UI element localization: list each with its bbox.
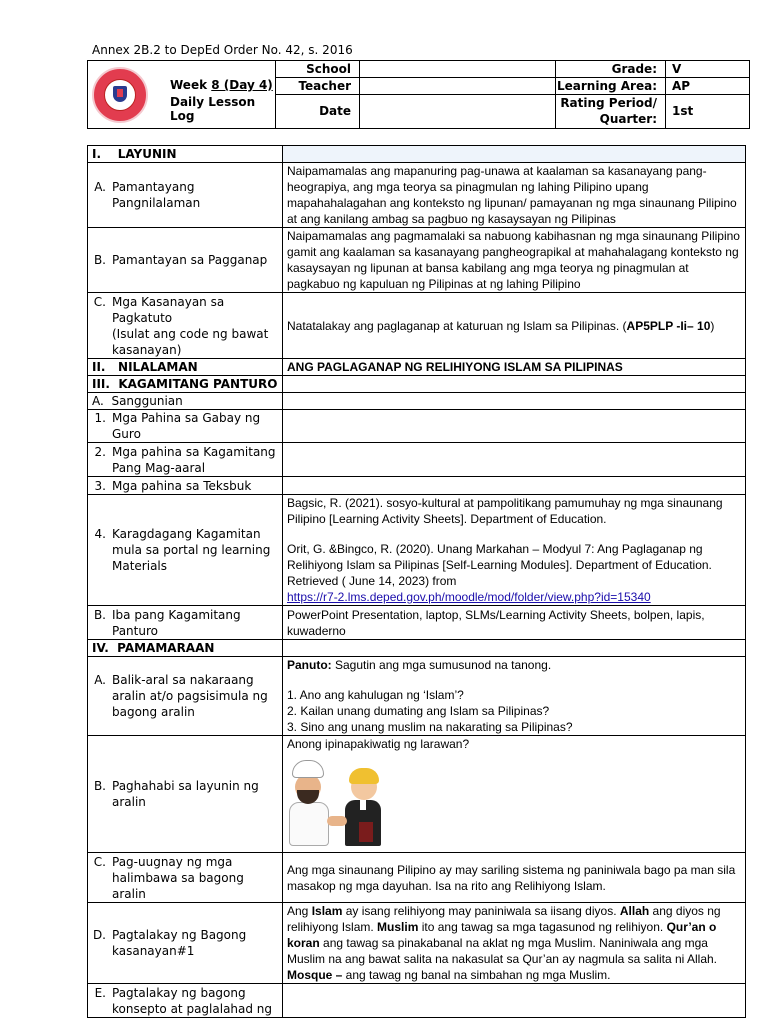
sanggunian-content xyxy=(283,393,746,410)
logo-cell xyxy=(88,61,276,128)
date-label: Date xyxy=(276,95,360,128)
deped-seal-logo xyxy=(92,67,148,123)
lesson-header-table xyxy=(87,60,750,129)
question-2: 2. Kailan unang dumating ang Islam sa Pilipinas? xyxy=(287,704,550,718)
panuto-label: Panuto: xyxy=(287,658,332,672)
row-karagdagang-kagamitan: 4. Karagdagang Kagamitan mula sa portal ng learning Materials xyxy=(88,495,283,606)
imam-and-priest-handshake-illustration xyxy=(287,756,387,852)
paghahabi-content xyxy=(283,736,746,853)
reference-1: Bagsic, R. (2021). sosyo-kultural at pampolitikang pamumuhay ng mga sinaunang Pilipino [Learning Activity Sheets]. Department of Education. xyxy=(287,496,723,526)
section-nilalaman: II. NILALAMAN xyxy=(88,359,283,376)
annex-reference: Annex 2B.2 to DepEd Order No. 42, s. 2016 xyxy=(92,43,353,57)
pamantayang-pangnilalaman-text: Naipamamalas ang mapanuring pag-unawa at kaalaman sa kasanayang pang-heograpiya, ang mga teorya sa pinagmulan ng lahing Pilipino upang mapahahalagahan ang konteksto ng lipunan/ pamayanan ng mga sinaunang Pilipino at ang kanilang ambag sa pagbuo ng kasaysayan ng Pilipinas xyxy=(283,163,746,228)
rating-period-label: Rating Period/ Quarter: xyxy=(556,95,666,128)
balik-aral-text: Panuto: Sagutin ang mga sumusunod na tanong. 1. Ano ang kahulugan ng ‘Islam’? 2. Kailan unang dumating ang Islam sa Pilipinas? 3. Sino ang unang muslim na nakarating sa Pilipinas? xyxy=(283,657,746,736)
pag-uugnay-text: Ang mga sinaunang Pilipino ay may sariling sistema ng paniniwala bago pa man sila masakop ng mga dayuhan. Isa na rito ang Relihiyong Islam. xyxy=(283,853,746,903)
teacher-label: Teacher xyxy=(276,78,360,95)
question-1: 1. Ano ang kahulugan ng ‘Islam’? xyxy=(287,688,464,702)
kasanayan-text: Natatalakay ang paglaganap at katuruan ng Islam sa Pilipinas. (AP5PLP -Ii– 10) xyxy=(283,293,746,359)
row-kagamitang-mag-aaral: 2. Mga pahina sa Kagamitang Pang Mag-aaral xyxy=(88,443,283,477)
layunin-content xyxy=(283,146,746,163)
lesson-log-table xyxy=(87,145,746,1018)
kagamitang-content xyxy=(283,376,746,393)
week-value: 8 (Day 4) xyxy=(211,78,273,92)
row-pamantayan-sa-pagganap: B. Pamantayan sa Pagganap xyxy=(88,228,283,293)
reference-2: Orit, G. &Bingco, R. (2020). Unang Markahan – Modyul 7: Ang Paglaganap ng Relihiyong Islam sa Pilipinas [Self-Learning Modules]. Department of Education. Retrieved ( June 14, 2023) from xyxy=(287,542,712,588)
iba-pang-kagamitan-text: PowerPoint Presentation, laptop, SLMs/Learning Activity Sheets, bolpen, lapis, kuwaderno xyxy=(283,606,746,640)
portal-link[interactable]: https://r7-2.lms.deped.gov.ph/moodle/mod/folder/view.php?id=15340 xyxy=(287,590,651,604)
gabay-ng-guro-field[interactable] xyxy=(283,410,746,443)
section-layunin: I. LAYUNIN xyxy=(88,146,283,163)
teacher-field[interactable] xyxy=(360,78,556,95)
grade-value: V xyxy=(666,61,750,78)
row-pamantayang-pangnilalaman: A. Pamantayang Pangnilalaman xyxy=(88,163,283,228)
row-pag-uugnay: C. Pag-uugnay ng mga halimbawa sa bagong aralin xyxy=(88,853,283,903)
week-label: Week 8 (Day 4) xyxy=(170,78,273,92)
competency-code: AP5PLP -Ii– 10 xyxy=(626,318,711,333)
row-pagtalakay-1: D. Pagtalakay ng Bagong kasanayan#1 xyxy=(88,903,283,984)
karagdagang-kagamitan-text xyxy=(283,495,746,606)
row-sanggunian: A. Sanggunian xyxy=(88,393,283,410)
date-field[interactable] xyxy=(360,95,556,128)
teksbuk-field[interactable] xyxy=(283,477,746,495)
row-iba-pang-kagamitan: B. Iba pang Kagamitang Panturo xyxy=(88,606,283,640)
learning-area-label: Learning Area: xyxy=(556,78,666,95)
pamamaraan-content xyxy=(283,640,746,657)
learning-area-value: AP xyxy=(666,78,750,95)
row-balik-aral: A. Balik-aral sa nakaraang aralin at/o pagsisimula ng bagong aralin xyxy=(88,657,283,736)
question-3: 3. Sino ang unang muslim na nakarating sa Pilipinas? xyxy=(287,720,573,734)
school-label: School xyxy=(276,61,360,78)
kagamitang-mag-aaral-field[interactable] xyxy=(283,443,746,477)
row-teksbuk: 3. Mga pahina sa Teksbuk xyxy=(88,477,283,495)
row-kasanayan: C. Mga Kasanayan sa Pagkatuto (Isulat ang code ng bawat kasanayan) xyxy=(88,293,283,359)
nilalaman-text: ANG PAGLAGANAP NG RELIHIYONG ISLAM SA PILIPINAS xyxy=(283,359,746,376)
row-pagtalakay-2: E. Pagtalakay ng bagong konsepto at paglalahad ng xyxy=(88,984,283,1018)
grade-label: Grade: xyxy=(556,61,666,78)
school-field[interactable] xyxy=(360,61,556,78)
doc-title: Daily Lesson Log xyxy=(170,95,256,123)
section-pamamaraan: IV. PAMAMARAAN xyxy=(88,640,283,657)
pagtalakay-2-field[interactable] xyxy=(283,984,746,1018)
row-paghahabi: B. Paghahabi sa layunin ng aralin xyxy=(88,736,283,853)
pamantayan-sa-pagganap-text: Naipamamalas ang pagmamalaki sa nabuong kabihasnan ng mga sinaunang Pilipino gamit ang kaalaman sa kasanayang pangheograpikal at mahahalagang konteksto ng kasaysayan ng lipunan at bansa kabilang ang mga teorya ng pinagmulan at pagkabuo ng kapuluan ng Pilipinas at ng lahing Pilipino xyxy=(283,228,746,293)
section-kagamitang-panturo: III. KAGAMITANG PANTURO xyxy=(88,376,283,393)
paghahabi-question: Anong ipinapakiwatig ng larawan? xyxy=(287,737,470,751)
pagtalakay-1-text: Ang Islam ay isang relihiyong may paniniwala sa iisang diyos. Allah ang diyos ng relihiyong Islam. Muslim ito ang tawag sa mga tagasunod ng relihiyon. Qur’an o koran ang tawag sa pinakabanal na aklat ng mga Muslim. Naniniwala ang mga Muslim na ang bawat salita na nakasulat sa Qur’an ay nagmula sa salita ni Allah. Mosque – ang tawag ng banal na simbahan ng mga Muslim. xyxy=(283,903,746,984)
row-gabay-ng-guro: 1. Mga Pahina sa Gabay ng Guro xyxy=(88,410,283,443)
rating-period-value: 1st xyxy=(672,104,694,118)
